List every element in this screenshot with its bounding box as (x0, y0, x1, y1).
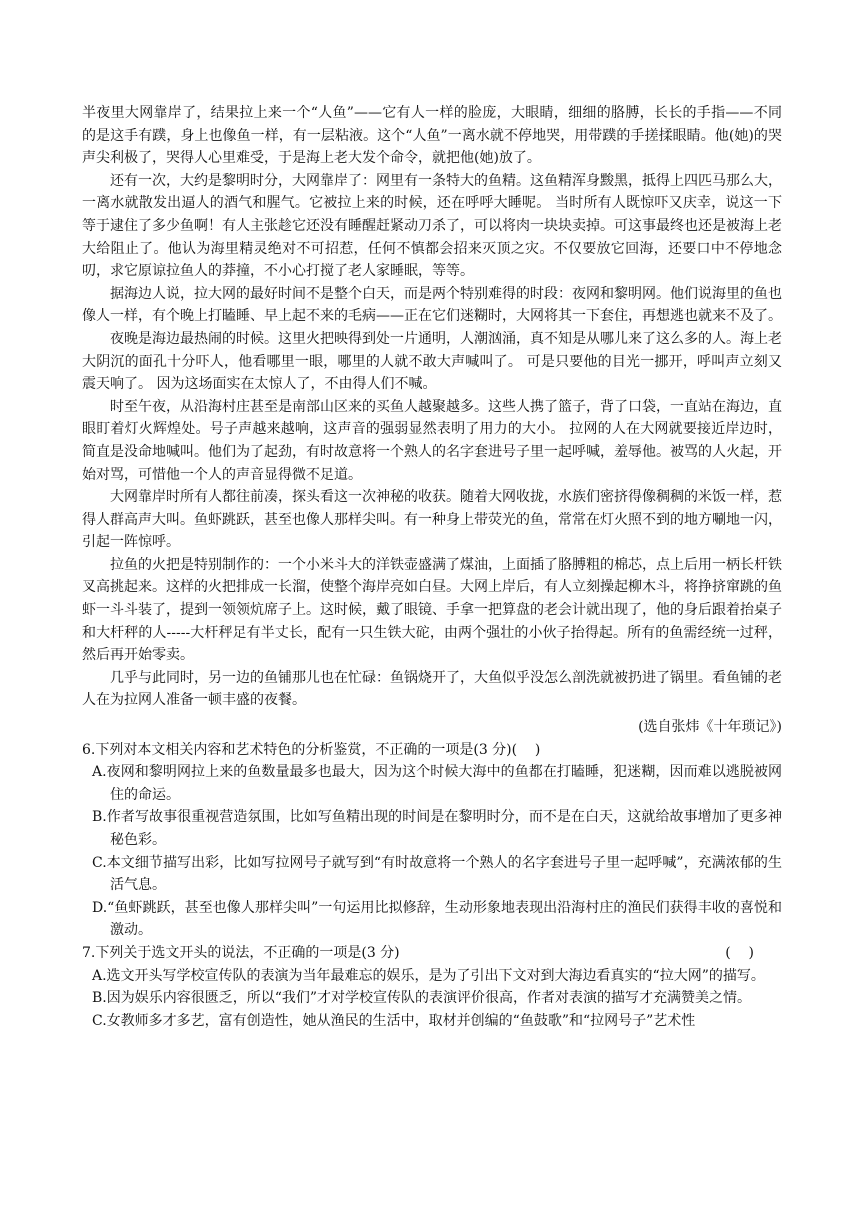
passage-paragraph: 时至午夜，从沿海村庄甚至是南部山区来的买鱼人越聚越多。这些人携了篮子，背了口袋，一直站在海边，直眼盯着灯火辉煌处。号子声越来越响，这声音的强弱显然表明了用力的大小。 拉网的人在大网就要接近岸边时，简直是没命地喊叫。他们为了起劲，有时故意将一个熟人的名字套进号子里一起呼喊，羞辱他。被骂的人火起，开始对骂，可惜他一个人的声音显得微不足道。 (82, 398, 782, 483)
document-content (82, 102, 782, 1032)
passage (82, 102, 782, 739)
passage-paragraph: 据海边人说，拉大网的最好时间不是整个白天，而是两个特别难得的时段：夜网和黎明网。他们说海里的鱼也像人一样，有个晚上打瞌睡、早上起不来的毛病——正在它们迷糊时，大网将其一下套住，再想逃也就来不及了。 (82, 285, 782, 325)
question-stem (82, 739, 782, 762)
question-7 (82, 942, 782, 1032)
option-b: B.作者写故事很重视营造氛围，比如写鱼精出现的时间是在黎明时分，而不是在白天，这就给故事增加了更多神秘色彩。 (92, 809, 782, 848)
option-d: D.“鱼虾跳跃，甚至也像人那样尖叫”一句运用比拟修辞，生动形象地表现出沿海村庄的渔民们获得丰收的喜悦和激动。 (92, 899, 782, 939)
option-b: B.因为娱乐内容很匮乏，所以“我们”才对学校宣传队的表演评价很高，作者对表演的描写才充满赞美之情。 (92, 990, 752, 1007)
option-c: C.女教师多才多艺，富有创造性，她从渔民的生活中，取材并创编的“鱼鼓歌”和“拉网号子”艺术性 (92, 1012, 696, 1029)
question-stem-text: 6.下列对本文相关内容和艺术特色的分析鉴赏，不正确的一项是(3 分) (82, 741, 512, 758)
question-stem-text: 7.下列关于选文开头的说法，不正确的一项是(3 分) (82, 944, 400, 961)
passage-paragraph: 拉鱼的火把是特别制作的：一个小米斗大的洋铁壶盛满了煤油，上面插了胳膊粗的棉芯，点上后用一柄长杆铁叉高挑起来。这样的火把排成一长溜，使整个海岸亮如白昼。大网上岸后，有人立刻操起柳木斗，将挣挤窜跳的鱼虾一斗斗装了，提到一领领炕席子上。这时候，戴了眼镜、手拿一把算盘的老会计就出现了，他的身后跟着抬桌子和大杆秤的人-----大杆秤足有半丈长，配有一只生铁大砣，由两个强壮的小伙子抬得起。所有的鱼需经统一过秤，然后再开始零卖。 (82, 556, 782, 664)
passage-paragraph: 半夜里大网靠岸了，结果拉上来一个“人鱼”——它有人一样的脸庞，大眼睛，细细的胳膊，长长的手指——不同的是这手有蹼，身上也像鱼一样，有一层粘液。这个“人鱼”一离水就不停地哭，用带蹼的手搓揉眼睛。他(她)的哭声尖利极了，哭得人心里难受，于是海上老大发个命令，就把他(她)放了。 (82, 105, 782, 167)
passage-paragraph: 几乎与此同时，另一边的鱼铺那儿也在忙碌：鱼锅烧开了，大鱼似乎没怎么剖洗就被扔进了锅里。看鱼铺的老人在为拉网人准备一顿丰盛的夜餐。 (82, 669, 782, 709)
answer-bracket: ( ) (725, 944, 754, 961)
option-a: A.选文开头写学校宣传队的表演为当年最难忘的娱乐，是为了引出下文对到大海边看真实的“拉大网”的描写。 (92, 967, 765, 984)
passage-paragraph: 夜晚是海边最热闹的时候。这里火把映得到处一片通明，人潮汹涌，真不知是从哪儿来了这么多的人。海上老大阴沉的面孔十分吓人，他看哪里一眼，哪里的人就不敢大声喊叫了。 可是只要他的目光一挪开，呼叫声立刻又震天响了。 因为这场面实在太惊人了，不由得人们不喊。 (82, 330, 782, 393)
passage-paragraph: 还有一次，大约是黎明时分，大网靠岸了：网里有一条特大的鱼精。这鱼精浑身黢黑，抵得上四匹马那么大，一离水就散发出逼人的酒气和腥气。它被拉上来的时候，还在呼呼大睡呢。 当时所有人既惊吓又庆幸，说这一下等于逮住了多少鱼啊！有人主张趁它还没有睡醒赶紧动刀杀了，可以将肉一块块卖掉。可这事最终也还是被海上老大给阻止了。他认为海里精灵绝对不可招惹，任何不慎都会招来灭顶之灾。不仅要放它回海，还要口中不停地念叨，求它原谅拉鱼人的莽撞，不小心打搅了老人家睡眠，等等。 (82, 172, 782, 280)
passage-source: (选自张炜《十年琐记》) (638, 719, 782, 736)
option-a: A.夜网和黎明网拉上来的鱼数量最多也最大，因为这个时候大海中的鱼都在打瞌睡，犯迷糊，因而难以逃脱被网住的命运。 (92, 764, 782, 803)
answer-bracket: ( ) (511, 741, 541, 758)
question-stem (82, 942, 782, 965)
question-6 (82, 739, 782, 942)
option-c: C.本文细节描写出彩，比如写拉网号子就写到“有时故意将一个熟人的名字套进号子里一起呼喊”，充满浓郁的生活气息。 (92, 854, 782, 894)
passage-paragraph: 大网靠岸时所有人都往前凑，探头看这一次神秘的收获。随着大网收拢，水族们密挤得像稠稠的米饭一样，惹得人群高声大叫。鱼虾跳跃，甚至也像人那样尖叫。有一种身上带荧光的鱼，常常在灯火照不到的地方唰地一闪，引起一阵惊呼。 (82, 489, 782, 551)
